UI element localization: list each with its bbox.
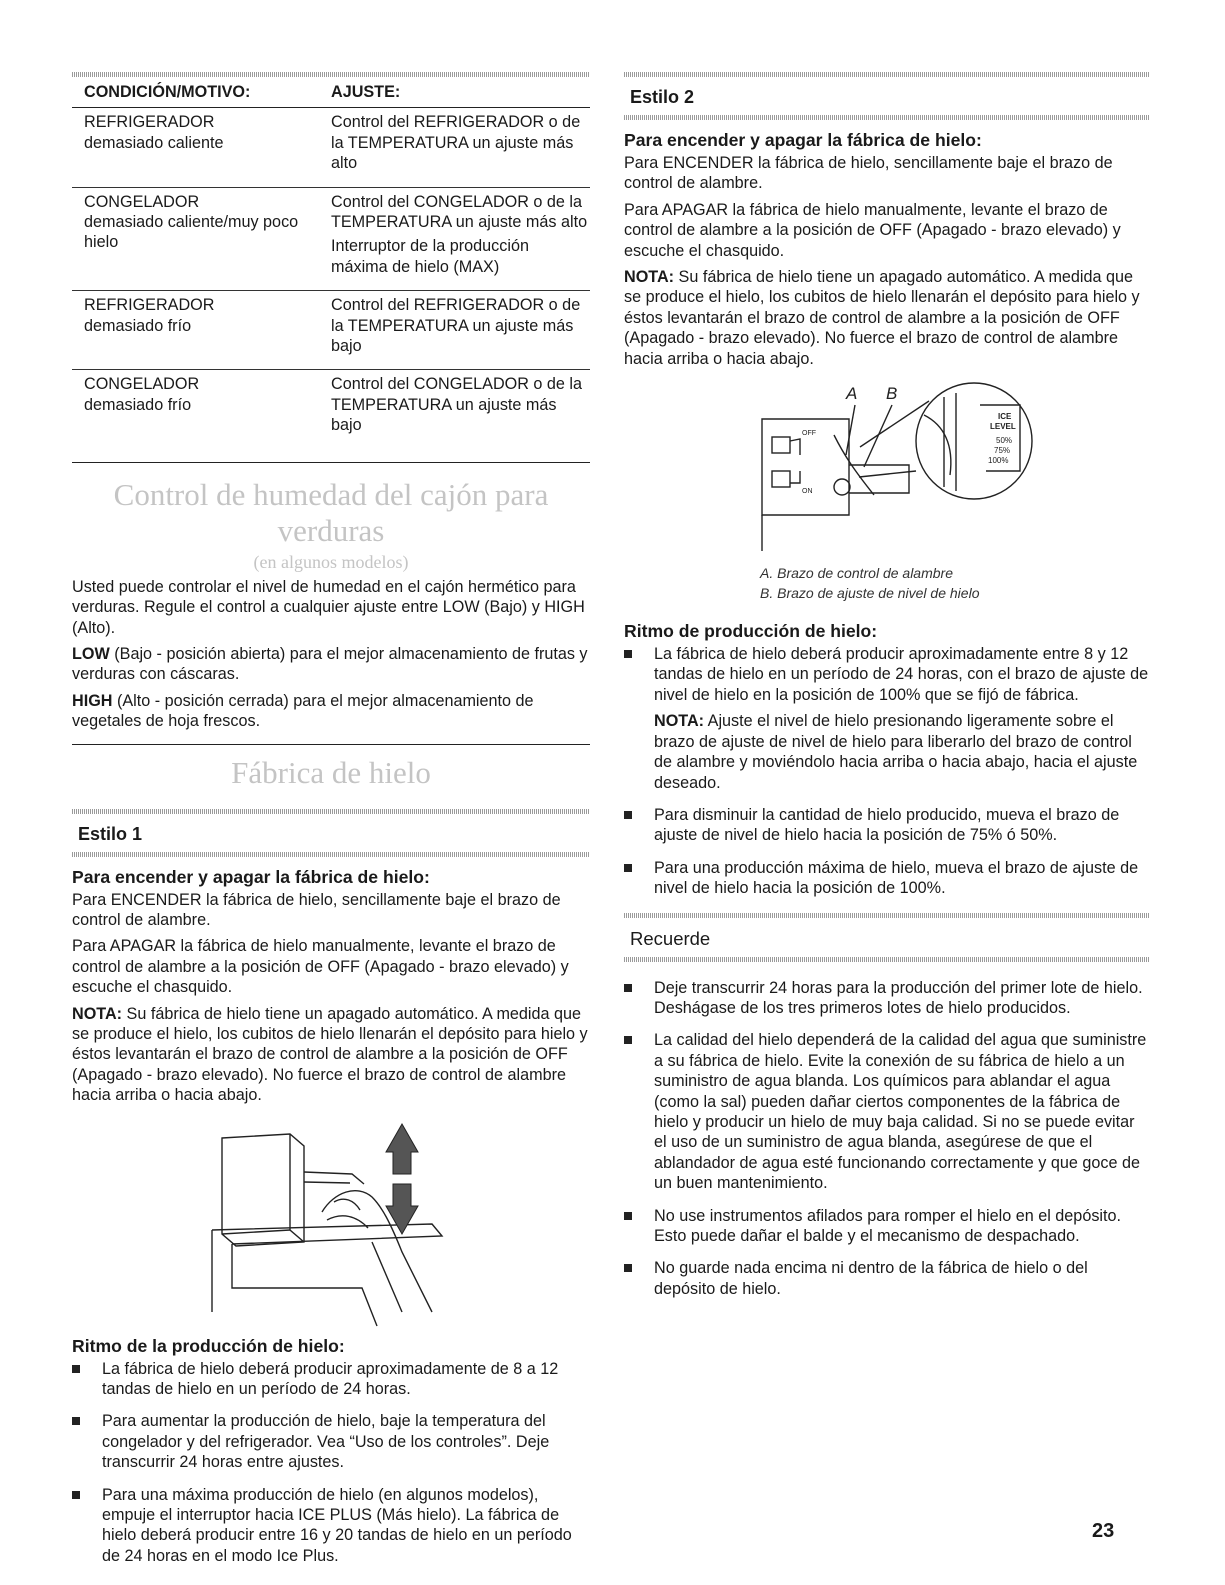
style1-note [72, 1004, 590, 1106]
condition-line: demasiado frío [84, 395, 192, 414]
up-down-arrows-icon [386, 1124, 418, 1234]
bullet-icon [72, 1365, 80, 1373]
bullet-icon [624, 650, 632, 658]
section-divider [72, 744, 590, 745]
condition-line: demasiado frío [84, 316, 192, 335]
bullet-icon [624, 1264, 632, 1272]
list-item: Deje transcurrir 24 horas para la producción del primer lote de hielo. Deshágase de los tres primeros lotes de hielo producidos. [624, 978, 1149, 1019]
humidity-high [72, 691, 590, 732]
caption-a: A. Brazo de control de alambre [760, 565, 953, 582]
style2-on-text: Para ENCENDER la fábrica de hielo, sencillamente baje el brazo de control de alambre. [624, 154, 1113, 193]
condition-line: CONGELADOR [84, 192, 200, 211]
remember-label: Recuerde [630, 927, 711, 949]
bullet-icon [624, 984, 632, 992]
style2-onoff-heading: Para encender y apagar la fábrica de hielo: [624, 130, 982, 150]
left-column [72, 72, 590, 1578]
list-item: No guarde nada encima ni dentro de la fábrica de hielo o del depósito de hielo. [624, 1258, 1149, 1299]
dial-ice: ICE [998, 412, 1012, 422]
label-a: A [846, 384, 858, 404]
bullet-icon [624, 1212, 632, 1220]
adjustment-text: Control del CONGELADOR o de la TEMPERATURA un ajuste más bajo [331, 375, 583, 435]
table-row [72, 291, 590, 370]
style1-on-text: Para ENCENDER la fábrica de hielo, sencillamente baje el brazo de control de alambre. [72, 890, 561, 929]
adjustment-text: Control del REFRIGERADOR o de la TEMPERATURA un ajuste más alto [331, 113, 581, 173]
bullet-icon [72, 1417, 80, 1425]
list-item: Para una máxima producción de hielo (en algunos modelos), empuje el interruptor hacia ICE PLUS (Más hielo). La fábrica de hielo deberá producir entre 16 y 20 tandas de hielo en un período de 24 horas en el modo Ice Plus. [72, 1485, 590, 1567]
header-condition: CONDICIÓN/MOTIVO: [84, 83, 251, 101]
on-mark: ON [802, 488, 813, 496]
note-text: Ajuste el nivel de hielo presionando ligeramente sobre el brazo de ajuste de nivel de hielo para liberarlo del brazo de control de alambre y moviéndolo hacia arriba o hacia abajo, hacia el ajuste deseado. [654, 712, 1138, 792]
list-item: La fábrica de hielo deberá producir aproximadamente de 8 a 12 tandas de hielo en un período de 24 horas. [72, 1359, 590, 1400]
low-label: LOW [72, 644, 110, 663]
note-text: Su fábrica de hielo tiene un apagado automático. A medida que se produce el hielo, los cubitos de hielo llenarán el depósito para hielo y éstos levantarán el brazo de control de alambre a la posición de OFF (Apagado - brazo elevado). No fuerce el brazo de control de alambre hacia arriba o hacia abajo. [624, 268, 1140, 368]
low-text: (Bajo - posición abierta) para el mejor almacenamiento de frutas y verduras con cáscaras. [72, 644, 588, 684]
style1-off-text: Para APAGAR la fábrica de hielo manualmente, levante el brazo de control de alambre a la posición de OFF (Apagado - brazo elevado) y escuche el chasquido. [72, 937, 569, 997]
style1-bottom-hatch [72, 852, 590, 857]
note-label: NOTA: [624, 268, 675, 287]
temperature-adjustment-table [72, 77, 590, 463]
bullet-icon [72, 1491, 80, 1499]
list-item: La fábrica de hielo deberá producir aproximadamente entre 8 y 12 tandas de hielo en un período de 24 horas, con el brazo de ajuste de nivel de hielo en la posición de 100% que se fijó de fábrica. NOTA: Ajuste el nivel de hielo presionando ligeramente sobre el brazo de ajuste de nivel de hielo para liberarlo del brazo de control de alambre y moviéndolo hacia arriba o hacia abajo, hacia el ajuste deseado. [624, 644, 1149, 793]
condition-line: demasiado caliente [84, 133, 224, 152]
table-row [72, 370, 590, 462]
remember-bottom-hatch [624, 957, 1149, 962]
style1-rate-heading: Ritmo de la producción de hielo: [72, 1335, 345, 1356]
header-adjustment: AJUSTE: [331, 83, 401, 101]
style1-icemaker-illustration [72, 1112, 590, 1328]
style2-bottom-hatch [624, 115, 1149, 120]
page-number: 23 [1092, 1520, 1115, 1542]
off-mark: OFF [802, 430, 816, 438]
humidity-section-title: Control de humedad del cajón para verduras [113, 476, 549, 548]
table-row [72, 108, 590, 187]
condition-line: CONGELADOR [84, 375, 200, 394]
style2-off-text: Para APAGAR la fábrica de hielo manualmente, levante el brazo de control de alambre a la posición de OFF (Apagado - brazo elevado) y escuche el chasquido. [624, 200, 1121, 260]
list-item: La calidad del hielo dependerá de la calidad del agua que suministre a su fábrica de hielo. Evite la conexión de su fábrica de hielo a un suministro de agua blanda. Los químicos para ablandar el agua (como la sal) pueden dañar ciertos componentes de la fábrica de hielo y producir un hielo de muy baja calidad. Si no se puede evitar el uso de un suministro de agua blanda, asegúrese de que el ablandador de agua esté funcionando correctamente y que goce de un buen mantenimiento. [624, 1030, 1149, 1193]
label-b: B [886, 384, 898, 404]
style1-label: Estilo 1 [78, 823, 143, 844]
table-row [72, 187, 590, 291]
right-column [624, 72, 1149, 1311]
adjustment-text: Interruptor de la producción máxima de hielo (MAX) [331, 237, 529, 276]
condition-line: REFRIGERADOR [84, 113, 215, 132]
style2-note [624, 267, 1149, 369]
high-label: HIGH [72, 691, 113, 710]
humidity-low [72, 644, 590, 685]
adjustment-text: Control del REFRIGERADOR o de la TEMPERATURA un ajuste más bajo [331, 296, 581, 356]
bullet-icon [624, 1036, 632, 1044]
remember-list [624, 978, 1149, 1300]
bullet-icon [624, 811, 632, 819]
style1-rate-list [72, 1359, 590, 1567]
high-text: (Alto - posición cerrada) para el mejor almacenamiento de vegetales de hoja frescos. [72, 691, 534, 731]
adjustment-text: Control del CONGELADOR o de la TEMPERATURA un ajuste más alto [331, 192, 588, 232]
list-item: No use instrumentos afilados para romper el hielo en el depósito. Esto puede dañar el balde y el mecanismo de despachado. [624, 1206, 1149, 1247]
condition-line: demasiado caliente/muy poco hielo [84, 213, 299, 252]
bullet-icon [624, 864, 632, 872]
dial-100: 100% [988, 456, 1009, 466]
dial-50: 50% [996, 436, 1013, 446]
condition-line: REFRIGERADOR [84, 296, 215, 315]
style2-icemaker-diagram [624, 375, 1149, 563]
list-item: Para disminuir la cantidad de hielo producido, mueva el brazo de ajuste de nivel de hielo hacia la posición de 75% ó 50%. [624, 805, 1149, 846]
icemaker-section-title: Fábrica de hielo [231, 754, 431, 790]
style2-rate-list [624, 644, 1149, 898]
list-item: Para aumentar la producción de hielo, baje la temperatura del congelador y del refrigerador. Vea “Uso de los controles”. Deje transcurrir 24 horas entre ajustes. [72, 1411, 590, 1472]
humidity-intro: Usted puede controlar el nivel de humedad en el cajón hermético para verduras. Regule el control a cualquier ajuste entre LOW (Bajo) y HIGH (Alto). [72, 577, 585, 637]
list-item: Para una producción máxima de hielo, mueva el brazo de ajuste de nivel de hielo hacia la posición de 100%. [624, 858, 1149, 899]
note-label: NOTA: [654, 712, 705, 731]
note-text: Su fábrica de hielo tiene un apagado automático. A medida que se produce el hielo, los cubitos de hielo llenarán el depósito para hielo y éstos levantarán el brazo de control de alambre a la posición de OFF (Apagado - brazo elevado). No fuerce el brazo de control de alambre hacia arriba o hacia abajo. [72, 1004, 588, 1105]
style2-label: Estilo 2 [630, 87, 695, 107]
style2-rate-heading: Ritmo de producción de hielo: [624, 621, 878, 642]
style1-onoff-heading: Para encender y apagar la fábrica de hielo: [72, 866, 430, 887]
dial-75: 75% [994, 446, 1011, 456]
humidity-section-subtitle: (en algunos modelos) [253, 551, 409, 572]
dial-level: LEVEL [990, 422, 1016, 432]
note-label: NOTA: [72, 1004, 123, 1023]
caption-b: B. Brazo de ajuste de nivel de hielo [760, 585, 980, 602]
